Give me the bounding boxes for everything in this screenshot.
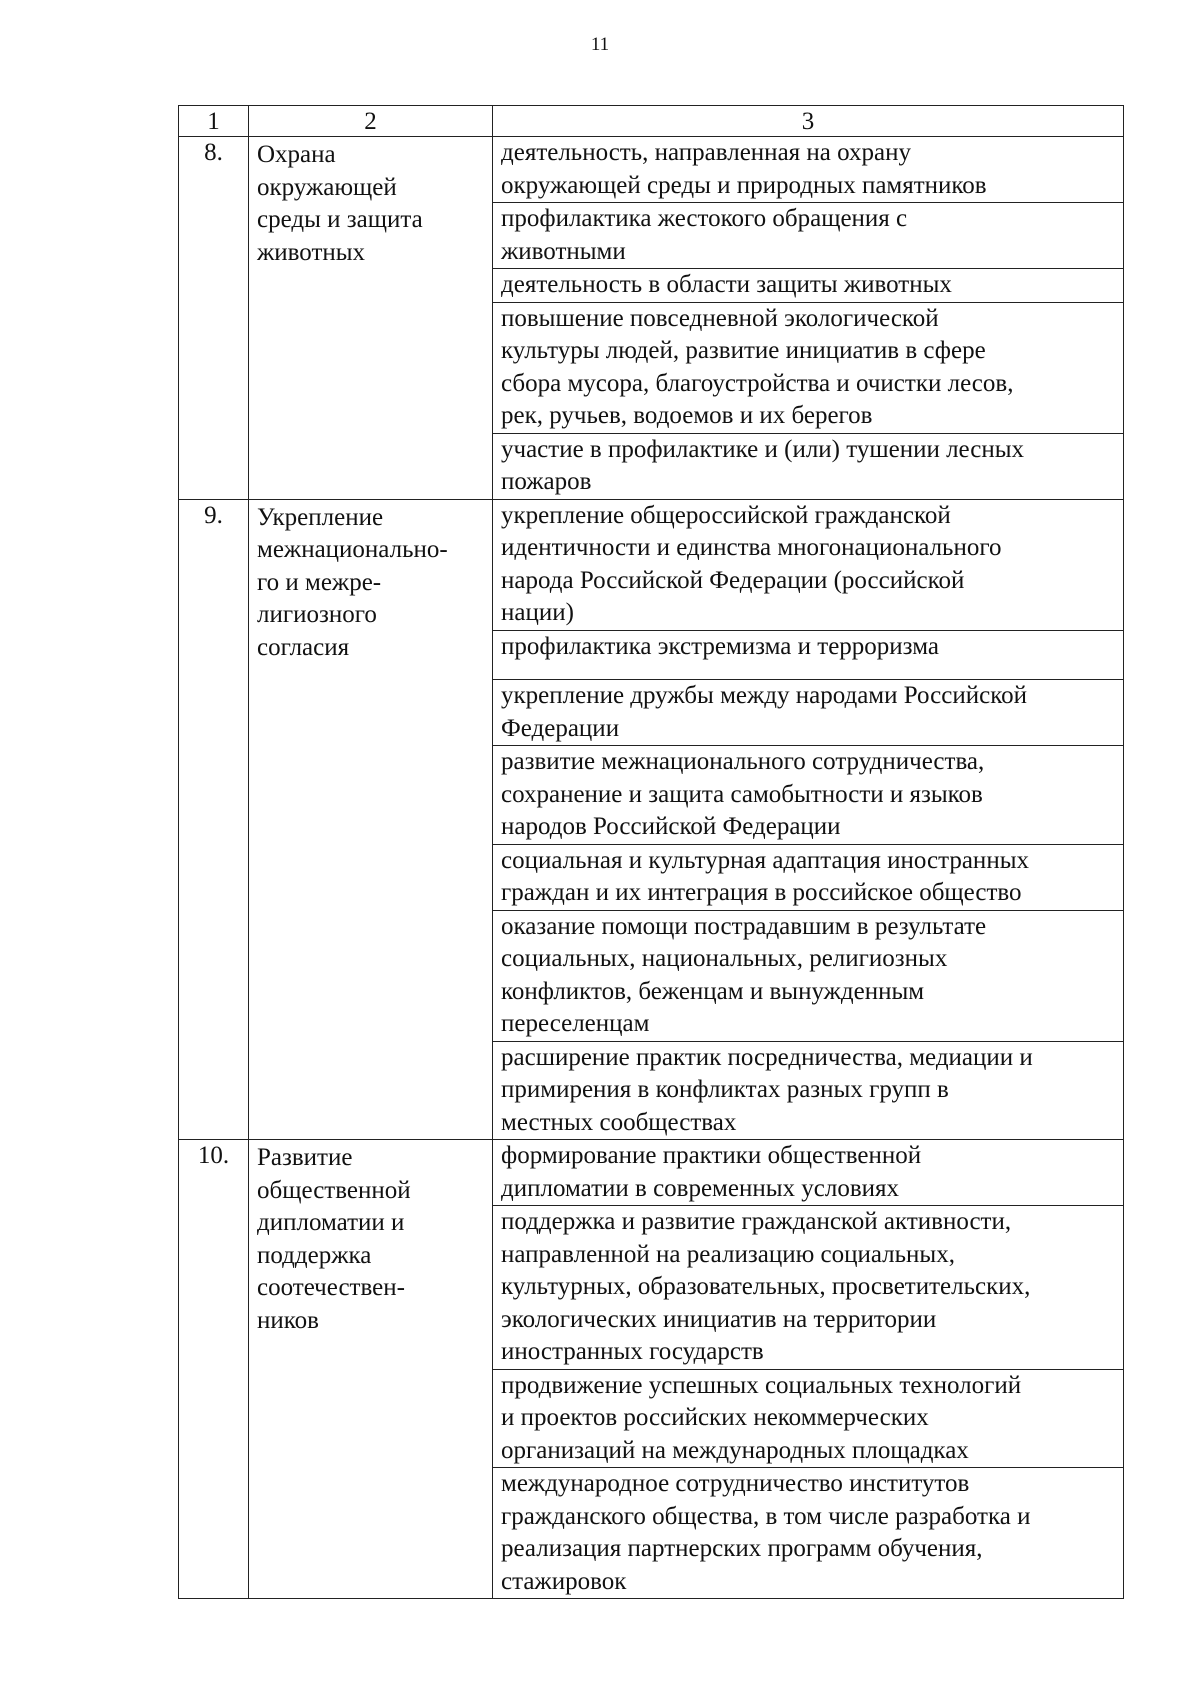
item-line: развитие межнационального сотрудничества, <box>501 748 985 775</box>
item-line: продвижение успешных социальных технологий <box>501 1371 1022 1399</box>
item-line: переселенцам <box>501 1010 650 1037</box>
item-line: международное сотрудничество институтов <box>501 1470 970 1497</box>
item-line: укрепление дружбы между народами Российской <box>501 682 1027 709</box>
item-line: граждан и их интеграция в российское общество <box>501 879 1022 906</box>
item-line: формирование практики общественной <box>501 1142 922 1169</box>
item-line: социальных, национальных, религиозных <box>501 945 948 972</box>
list-item <box>493 434 1123 499</box>
header-col-1: 1 <box>179 106 249 137</box>
topic-line: среды и защита <box>257 206 423 233</box>
row-topic <box>249 137 493 500</box>
item-line: культуры людей, развитие инициатив в сфере <box>501 337 986 364</box>
item-line: реализация партнерских программ обучения, <box>501 1535 983 1562</box>
topic-line: межнационально- <box>257 536 448 563</box>
topic-line: поддержка <box>257 1241 372 1269</box>
item-line: народа Российской Федерации (российской <box>501 566 965 594</box>
item-line: сбора мусора, благоустройства и очистки лесов, <box>501 369 1014 397</box>
item-line: организаций на международных площадках <box>501 1436 969 1464</box>
table-row <box>179 499 1124 1140</box>
item-line: направленной на реализацию социальных, <box>501 1240 955 1268</box>
list-item <box>493 631 1123 681</box>
topic-line: животных <box>257 238 366 266</box>
row-items <box>493 499 1124 1140</box>
list-item <box>493 303 1123 434</box>
topic-line: согласия <box>257 633 350 661</box>
topic-line: Укрепление <box>257 503 384 531</box>
list-item <box>493 500 1123 631</box>
item-line: окружающей среды и природных памятников <box>501 171 987 199</box>
item-line: местных сообществах <box>501 1108 737 1136</box>
list-item <box>493 1206 1123 1370</box>
item-line: Федерации <box>501 714 620 742</box>
table-header-row <box>179 106 1124 137</box>
list-item <box>493 1042 1123 1140</box>
item-line: расширение практик посредничества, медиации и <box>501 1043 1033 1071</box>
table-row <box>179 1140 1124 1599</box>
item-line: поддержка и развитие гражданской активности, <box>501 1208 1012 1235</box>
topic-line: дипломатии и <box>257 1209 405 1236</box>
list-item <box>493 911 1123 1042</box>
item-line: сохранение и защита самобытности и языков <box>501 780 983 808</box>
item-line: профилактика экстремизма и терроризма <box>501 632 939 660</box>
topic-line: лигиозного <box>257 601 377 628</box>
header-col-3: 3 <box>493 106 1124 137</box>
item-line: нации) <box>501 599 574 626</box>
topic-line: соотечествен- <box>257 1274 405 1301</box>
item-line: конфликтов, беженцам и вынужденным <box>501 977 925 1005</box>
item-line: гражданского общества, в том числе разработка и <box>501 1502 1031 1530</box>
item-line: и проектов российских некоммерческих <box>501 1404 929 1431</box>
item-line: повышение повседневной экологической <box>501 304 939 332</box>
list-item <box>493 680 1123 746</box>
list-item <box>493 746 1123 845</box>
row-items <box>493 137 1124 500</box>
item-line: стажировок <box>501 1567 627 1595</box>
item-line: рек, ручьев, водоемов и их берегов <box>501 402 873 429</box>
item-line: идентичности и единства многонационального <box>501 534 1002 561</box>
item-line: оказание помощи пострадавшим в результате <box>501 912 987 940</box>
table-row <box>179 137 1124 500</box>
item-line: социальная и культурная адаптация иностранных <box>501 846 1029 874</box>
row-number: 8. <box>179 137 249 500</box>
row-topic <box>249 499 493 1140</box>
item-line: укрепление общероссийской гражданской <box>501 501 951 529</box>
item-line: пожаров <box>501 468 592 495</box>
list-item <box>493 137 1123 203</box>
row-items <box>493 1140 1124 1599</box>
document-table <box>178 105 1124 1599</box>
item-line: экологических инициатив на территории <box>501 1305 937 1333</box>
item-line: культурных, образовательных, просветительских, <box>501 1273 1031 1300</box>
item-line: деятельность в области защиты животных <box>501 271 952 298</box>
item-line: деятельность, направленная на охрану <box>501 139 911 166</box>
topic-line: Развитие <box>257 1144 353 1171</box>
topic-line: ников <box>257 1306 319 1334</box>
item-line: иностранных государств <box>501 1338 764 1365</box>
item-line: профилактика жестокого обращения с <box>501 205 908 232</box>
topic-line: общественной <box>257 1176 411 1204</box>
row-number: 10. <box>179 1140 249 1599</box>
header-col-2: 2 <box>249 106 493 137</box>
topic-line: окружающей <box>257 173 397 201</box>
item-line: дипломатии в современных условиях <box>501 1174 900 1202</box>
list-item <box>493 203 1123 269</box>
list-item <box>493 1140 1123 1206</box>
page-number: 11 <box>590 34 610 55</box>
item-line: участие в профилактике и (или) тушении лесных <box>501 435 1025 463</box>
list-item <box>493 1468 1123 1598</box>
row-topic <box>249 1140 493 1599</box>
item-line: народов Российской Федерации <box>501 813 841 840</box>
list-item <box>493 845 1123 911</box>
topic-line: го и межре- <box>257 568 382 596</box>
list-item <box>493 269 1123 303</box>
item-line: примирения в конфликтах разных групп в <box>501 1076 949 1103</box>
topic-line: Охрана <box>257 141 336 168</box>
row-number: 9. <box>179 499 249 1140</box>
list-item <box>493 1370 1123 1469</box>
item-line: животными <box>501 237 626 265</box>
